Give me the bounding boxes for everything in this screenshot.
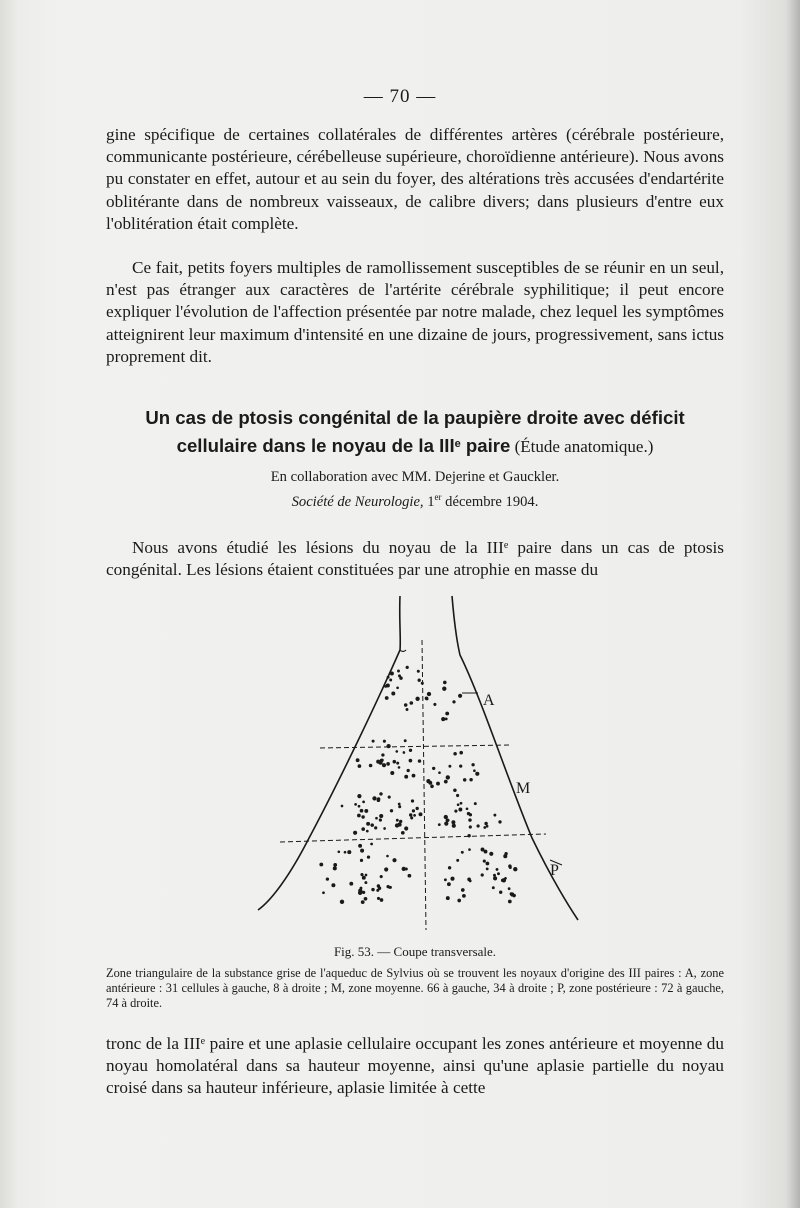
cell-dot <box>360 809 364 813</box>
cell-dot <box>458 694 462 698</box>
cell-dot <box>358 844 362 848</box>
cell-dot <box>386 855 389 858</box>
cell-dot <box>513 894 516 897</box>
figure-legend: Zone triangulaire de la substance grise de l'aqueduc de Sylvius où se trouvent les noyaux d'origine des III paires : A, zone antérieure : 31 cellules à gauche, 8 à droite ; M, zone moyenne. 66 à gauche, 34 à droite ; P, zone postérieure : 72 à gauche, 74 à droite. <box>106 966 724 1010</box>
cell-dot <box>474 802 477 805</box>
cell-dot <box>333 863 337 867</box>
cell-dot <box>463 778 466 781</box>
cell-dot <box>493 814 496 817</box>
section-title-main: Un cas de ptosis congénital de la paupière droite avec déficit cellulaire dans le noyau de la III <box>145 407 685 456</box>
cell-dot <box>369 764 373 768</box>
cell-dot <box>508 864 512 868</box>
cell-dot <box>454 810 457 813</box>
cell-dot <box>430 784 434 788</box>
cell-dot <box>406 666 409 669</box>
cell-dot <box>398 803 401 806</box>
cell-dot <box>374 826 377 829</box>
cell-dot <box>340 900 344 904</box>
cell-dot <box>486 867 489 870</box>
cell-dot <box>444 780 448 784</box>
label-m: M <box>516 780 531 797</box>
cell-dot <box>403 751 406 754</box>
cell-dot <box>471 763 474 766</box>
cell-dot <box>502 878 506 882</box>
cell-dot <box>379 818 382 821</box>
cell-dot <box>404 703 408 707</box>
cell-dot <box>469 778 472 781</box>
paragraph-3-b: paire dans un cas de ptosis congénital. Les lésions étaient constituées par une atrophie en masse du <box>106 538 724 580</box>
cell-dot <box>383 827 386 830</box>
division-upper <box>320 745 512 748</box>
cell-dot <box>395 823 399 827</box>
cell-dot <box>457 899 461 903</box>
cell-dot <box>401 831 405 835</box>
section-title-paren: (Étude anatomique.) <box>510 437 654 456</box>
cell-dot <box>462 894 466 898</box>
cell-dot <box>413 814 416 817</box>
cell-dot <box>467 834 470 837</box>
cell-dot <box>419 812 423 816</box>
cell-dot <box>459 764 462 767</box>
cell-dot <box>432 767 435 770</box>
paragraph-3-a: Nous avons étudié les lésions du noyau de la III <box>132 538 504 557</box>
figure-53-drawing <box>250 590 590 940</box>
cell-dot <box>393 760 397 764</box>
cell-dot <box>453 788 457 792</box>
cell-dot <box>428 781 432 785</box>
paragraph-3-sup: e <box>503 540 509 551</box>
cell-dot <box>376 889 379 892</box>
cell-dot <box>381 753 384 756</box>
section-title-sup: e <box>454 438 461 450</box>
cell-dot <box>384 867 388 871</box>
cell-dot <box>357 794 361 798</box>
cell-dot <box>404 775 408 779</box>
cell-dot <box>498 820 501 823</box>
cell-dot <box>360 859 363 862</box>
cell-dot <box>376 760 380 764</box>
cell-dot <box>372 740 375 743</box>
cell-dot <box>361 815 364 818</box>
cell-dot <box>508 900 512 904</box>
cell-dot <box>442 687 446 691</box>
cell-dot <box>448 765 451 768</box>
section-title <box>104 404 726 461</box>
cell-dot <box>444 822 448 826</box>
page-edge-shadow <box>786 0 800 1208</box>
cell-dot <box>410 701 414 705</box>
cell-dot <box>399 820 402 823</box>
cell-dot <box>408 874 412 878</box>
aqueduct-inner-left <box>400 650 406 652</box>
cell-dot <box>398 766 401 769</box>
cell-dot <box>387 676 390 679</box>
cell-dot <box>395 750 398 753</box>
cell-dot <box>421 682 424 685</box>
cell-dot <box>388 886 391 889</box>
cell-dot <box>499 891 502 894</box>
cell-dot <box>427 692 431 696</box>
cell-dot <box>444 878 447 881</box>
cell-dot <box>461 888 465 892</box>
cell-dot <box>497 872 500 875</box>
cell-dot <box>380 875 383 878</box>
cell-dot <box>380 759 383 762</box>
cell-dot <box>473 769 476 772</box>
cell-dot <box>459 751 463 755</box>
cell-dot <box>405 867 408 870</box>
paragraph-4 <box>106 1033 724 1100</box>
cell-dot <box>438 823 441 826</box>
cell-dot <box>391 692 395 696</box>
cell-dot <box>386 762 390 766</box>
cell-dot <box>390 771 394 775</box>
cell-dot <box>450 877 454 881</box>
collaboration-block <box>104 467 726 512</box>
cell-dot <box>483 826 486 829</box>
cell-dot <box>436 782 440 786</box>
section-title-end: paire <box>460 435 511 456</box>
cell-dot <box>354 803 357 806</box>
figure-caption: Fig. 53. — Coupe transversale. <box>333 944 497 959</box>
cell-dot <box>452 700 455 703</box>
cell-dot <box>508 887 511 890</box>
cell-dot <box>389 679 392 682</box>
cell-dot <box>443 681 447 685</box>
cell-dot <box>486 862 490 866</box>
collaboration-line: En collaboration avec MM. Dejerine et Gauckler. <box>270 469 560 485</box>
cell-dot <box>366 822 370 826</box>
cell-dot <box>448 866 451 869</box>
cell-dot <box>458 808 462 812</box>
label-a: A <box>483 692 495 709</box>
cell-dot <box>447 882 451 886</box>
aqueduct-left-wall <box>258 596 400 910</box>
cell-dot <box>386 683 390 687</box>
cell-dot <box>390 672 394 676</box>
cell-dot <box>404 739 407 742</box>
society-line <box>104 487 726 512</box>
cell-dot <box>412 809 415 812</box>
paragraph-4-b: paire et une aplasie cellulaire occupant les zones antérieure et moyenne du noyau homolatéral dans sa hauteur moyenne, ainsi qu'une aplasie partielle du noyau croisé dans sa hauteur inférieure, aplasie limitée à cette <box>106 1034 724 1098</box>
cell-dot <box>398 805 401 808</box>
cell-dot <box>461 851 464 854</box>
cell-dot <box>453 752 457 756</box>
cell-dot <box>390 809 393 812</box>
cell-dot <box>382 763 386 767</box>
cell-dot <box>446 819 450 823</box>
paragraph-3 <box>106 537 724 581</box>
cell-dot <box>438 771 441 774</box>
cell-dot <box>360 873 363 876</box>
cell-dot <box>362 801 365 804</box>
date-rest: décembre 1904. <box>441 493 539 510</box>
cell-dot <box>386 744 390 748</box>
cell-dot <box>476 772 479 775</box>
cell-dot <box>331 883 335 887</box>
cell-dot <box>493 874 496 877</box>
cell-dot <box>372 796 376 800</box>
paragraph-4-a: tronc de la III <box>106 1034 201 1053</box>
cell-dot <box>456 859 459 862</box>
cell-dot <box>375 817 378 820</box>
cell-dot <box>397 670 400 673</box>
cell-dot <box>493 876 497 880</box>
cell-dot <box>370 843 373 846</box>
cell-dot <box>483 860 486 863</box>
cell-dot <box>319 863 323 867</box>
cell-dot <box>398 674 401 677</box>
cell-dot <box>365 874 368 877</box>
cell-dot <box>357 814 361 818</box>
cell-dot <box>362 891 365 894</box>
cell-dot <box>411 799 414 802</box>
cell-dot <box>396 762 399 765</box>
cell-dot <box>445 712 449 716</box>
label-p: P <box>550 862 559 879</box>
society-name: Société de Neurologie, <box>291 493 424 510</box>
paragraph-2: Ce fait, petits foyers multiples de ramollissement susceptibles de se réunir en un seul, n'est pas étranger aux caractères de l'artérite cérébrale syphilitique; il peut encore expliquer l'évolution de l'affection présentée par notre malade, chez lequel les symptômes atteignirent leur maximum d'intensité en une dizaine de jours, progressivement, sans ictus proprement dit. <box>106 258 724 366</box>
cell-dot <box>383 740 386 743</box>
cell-dot <box>322 891 325 894</box>
cell-dot <box>503 854 507 858</box>
cell-dot <box>513 867 517 871</box>
date-num: 1 <box>423 493 435 510</box>
cell-dot <box>360 849 364 853</box>
cell-dot <box>415 697 419 701</box>
cell-dot <box>468 818 471 821</box>
cell-dot <box>409 749 412 752</box>
cell-dot <box>446 896 450 900</box>
cell-dot <box>489 852 493 856</box>
cell-dot <box>356 758 360 762</box>
cell-dot <box>377 897 380 900</box>
cell-dot <box>492 886 495 889</box>
cell-dot <box>406 708 409 711</box>
cell-dot <box>468 848 471 851</box>
cell-dot <box>433 703 436 706</box>
cell-dot <box>425 697 428 700</box>
paragraph-4-sup: e <box>200 1036 206 1047</box>
cell-dot <box>341 805 344 808</box>
cell-dot <box>326 877 329 880</box>
cell-dot <box>396 686 399 689</box>
cell-dot <box>446 775 450 779</box>
cell-dot <box>496 868 499 871</box>
cell-dot <box>360 887 363 890</box>
cell-dot <box>409 759 413 763</box>
cell-dot <box>469 825 472 828</box>
cell-dot <box>410 816 413 819</box>
division-lower <box>280 834 546 842</box>
cell-dot <box>452 824 456 828</box>
cell-dot <box>361 900 365 904</box>
cell-dot <box>477 824 480 827</box>
page-number: — 70 — <box>363 86 437 107</box>
cell-dot <box>379 814 383 818</box>
cell-dot <box>364 897 368 901</box>
cell-dot <box>367 855 370 858</box>
cell-dot <box>371 888 374 891</box>
cell-dot <box>457 803 460 806</box>
cell-dot <box>353 831 357 835</box>
cell-dot <box>396 819 399 822</box>
cell-dot <box>364 809 368 813</box>
cell-dot <box>370 823 374 827</box>
cell-dot <box>364 881 367 884</box>
cell-dot <box>469 879 472 882</box>
cell-dot <box>333 866 337 870</box>
cell-dot <box>466 807 469 810</box>
cell-dot <box>418 759 421 762</box>
cell-dot <box>409 813 412 816</box>
cell-dot <box>349 882 353 886</box>
cell-dot <box>388 796 391 799</box>
cell-dot <box>484 850 488 854</box>
cell-dot <box>469 813 472 816</box>
cell-dot <box>484 822 488 826</box>
cell-dot <box>444 815 448 819</box>
cell-dot <box>362 876 366 880</box>
aqueduct-right-wall <box>452 596 578 920</box>
cell-dot <box>441 717 445 721</box>
date-sup: er <box>434 492 442 502</box>
cell-dot <box>337 850 340 853</box>
cell-dot <box>416 807 419 810</box>
cell-dot <box>404 826 408 830</box>
cell-dot <box>361 827 365 831</box>
cell-dot <box>451 820 455 824</box>
cell-dot <box>392 858 396 862</box>
cell-dot <box>379 792 382 795</box>
cell-dot <box>412 774 416 778</box>
cell-dot <box>380 898 384 902</box>
cell-dot <box>358 891 362 895</box>
cell-dot <box>456 794 459 797</box>
cell-dot <box>385 696 389 700</box>
cell-dot <box>481 873 484 876</box>
cell-dot <box>344 851 347 854</box>
cell-dot <box>407 769 410 772</box>
cell-dot <box>347 850 351 854</box>
cell-dot <box>358 764 362 768</box>
cell-dot <box>366 830 369 833</box>
cell-dot <box>417 670 420 673</box>
cell-dot <box>418 679 421 682</box>
cell-dot <box>358 805 361 808</box>
cell-dot <box>377 797 381 801</box>
cell-dot <box>460 802 463 805</box>
paragraph-1: gine spécifique de certaines collatérales de différentes artères (cérébrale postérieure, communicante postérieure, cérébelleuse supérieure, choroïdienne antérieure). Nous avons pu constater en effet, autour et au sein du foyer, des altérations très accusées d'endartérite oblitérante dans de nombreux vaisseaux, de calibre divers; dans plusieurs d'entre eux l'oblitération était complète. <box>106 125 724 233</box>
